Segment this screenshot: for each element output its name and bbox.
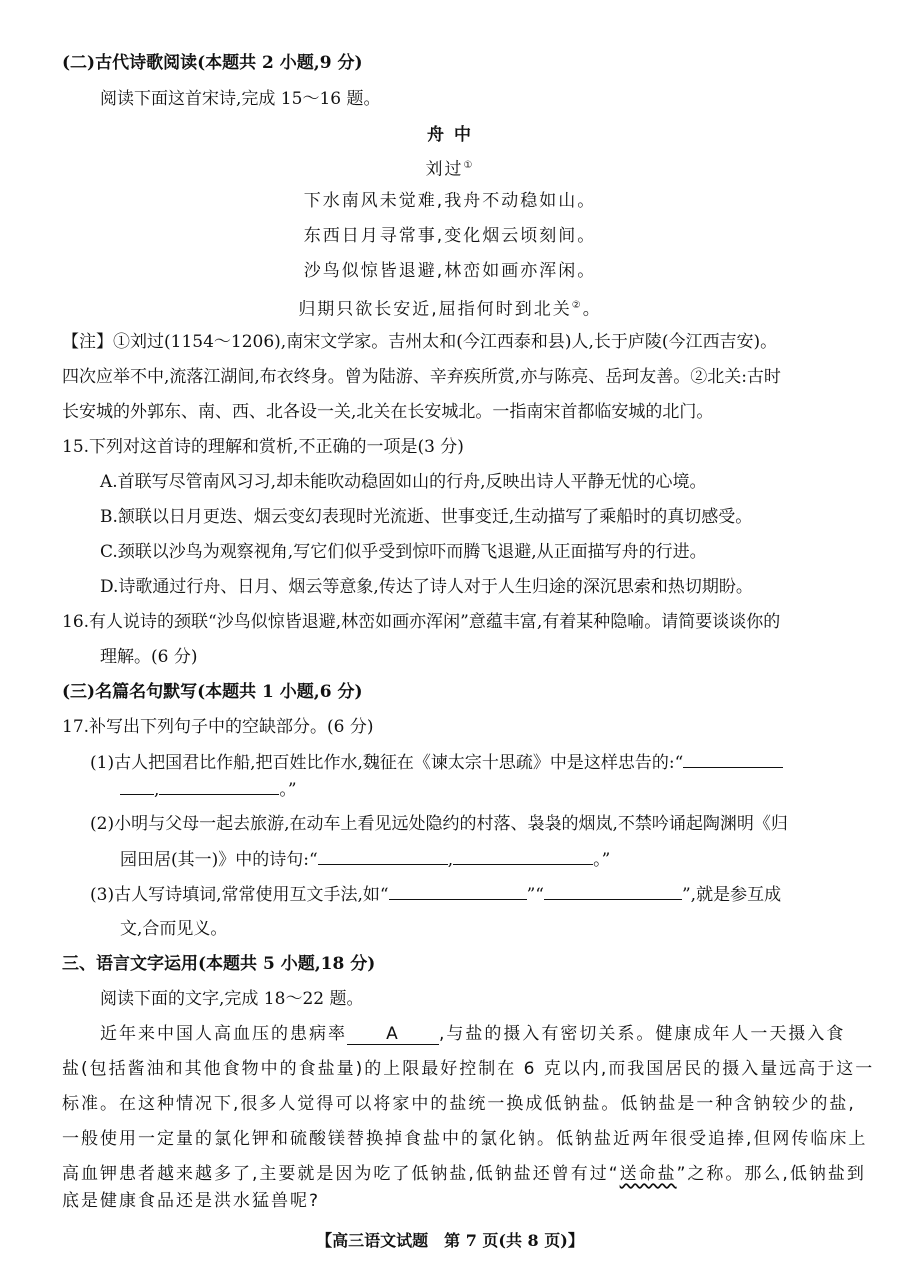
q15-option-b: B.颔联以日月更迭、烟云变幻表现时光流逝、世事变迁,生动描写了乘船时的真切感受。 [100,507,753,527]
part3-intro: 阅读下面的文字,完成 18～22 题。 [100,989,364,1009]
passage-line-4: 一般使用一定量的氯化钾和硫酸镁替换掉食盐中的氯化钠。低钠盐近两年很受追捧,但网传临床上 [62,1129,868,1149]
q17-item3-line1 [90,883,781,906]
part3-heading: 三、语言文字运用(本题共 5 小题,18 分) [62,954,376,974]
note-line-1: 【注】①刘过(1154～1206),南宋文学家。吉州太和(今江西泰和县)人,长于庐陵(今江西吉安)。 [62,332,778,352]
q16-line-2: 理解。(6 分) [100,647,198,667]
q17-item3-text: (3)古人写诗填词,常常使用互文手法,如“ [90,885,389,905]
section2-intro: 阅读下面这首宋诗,完成 15～16 题。 [100,89,381,109]
wavy-underlined-term: 送命盐 [619,1164,677,1184]
q17-item2-line2 [120,848,610,871]
section2-heading: (二)古代诗歌阅读(本题共 2 小题,9 分) [62,53,363,73]
q17-item1-blank-1a[interactable] [683,751,783,768]
q17-item1-line1 [90,751,783,774]
author-note-mark: ① [463,160,475,171]
q17-item2-end: 。” [593,850,611,870]
q17-item3-end: ”,就是参互成 [681,885,782,905]
last-line-note-mark: ② [571,300,583,311]
poem-line-2: 东西日月寻常事,变化烟云顷刻间。 [303,226,597,246]
passage-line-6: 底是健康食品还是洪水猛兽呢? [62,1191,321,1211]
note-line-3: 长安城的外郭东、南、西、北各设一关,北关在长安城北。一指南宋首都临安城的北门。 [62,402,714,422]
q17-item3-mid: ”“ [526,885,544,905]
q17-item3-line2: 文,合而见义。 [120,919,228,939]
passage-line-3: 标准。在这种情况下,很多人觉得可以将家中的盐统一换成低钠盐。低钠盐是一种含钠较少的盐, [62,1094,856,1114]
q17-stem: 17.补写出下列句子中的空缺部分。(6 分) [62,717,374,737]
passage-line-1-a: 近年来中国人高血压的患病率 [100,1024,347,1044]
passage-line-1 [100,1023,845,1045]
poem-line-3: 沙鸟似惊皆退避,林峦如画亦浑闲。 [303,261,597,281]
page-footer: 【高三语文试题 第 7 页(共 8 页)】 [316,1231,584,1250]
q17-item2-text: 园田居(其一)》中的诗句:“ [120,850,318,870]
q16-line-1: 16.有人说诗的颈联“沙鸟似惊皆退避,林峦如画亦浑闲”意蕴丰富,有着某种隐喻。请简要谈谈你的 [62,612,781,632]
poem-line-1: 下水南风未觉难,我舟不动稳如山。 [303,191,597,211]
q17-item2-blank-1[interactable] [318,848,448,865]
poem-line-4-end: 。 [582,299,602,320]
passage-line-2: 盐(包括酱油和其他食物中的食盐量)的上限最好控制在 6 克以内,而我国居民的摄入量远高于这一 [62,1059,875,1079]
q17-item1-end: 。” [279,780,297,800]
poem-author-name: 刘过 [425,159,464,180]
q17-item2-blank-2[interactable] [453,848,593,865]
q15-stem: 15.下列对这首诗的理解和赏析,不正确的一项是(3 分) [62,437,464,457]
passage-line-5 [62,1163,866,1185]
q17-item1-blank-2[interactable] [159,778,279,795]
q17-item3-blank-1[interactable] [389,883,527,900]
q17-item3-blank-2[interactable] [544,883,682,900]
q17-item1-text: (1)古人把国君比作船,把百姓比作水,魏征在《谏太宗十思疏》中是这样忠告的:“ [90,753,684,773]
poem-line-4-text: 归期只欲长安近,屈指何时到北关 [298,299,572,320]
passage-blank-a[interactable]: A [347,1024,439,1045]
passage-line-1-b: ,与盐的摄入有密切关系。健康成年人一天摄入食 [439,1024,846,1044]
q17-item1-sep: , [154,780,160,800]
note-line-2: 四次应举不中,流落江湖间,布衣终身。曾为陆游、辛弃疾所赏,亦与陈亮、岳珂友善。②北关:古时 [62,367,781,387]
poem-author [0,155,900,181]
passage-line-5-b: ”之称。那么,低钠盐到 [676,1164,866,1184]
q17-item1-line2 [120,778,297,801]
q15-option-c: C.颈联以沙鸟为观察视角,写它们似乎受到惊吓而腾飞退避,从正面描写舟的行进。 [100,542,707,562]
q15-option-a: A.首联写尽管南风习习,却未能吹动稳固如山的行舟,反映出诗人平静无忧的心境。 [100,472,707,492]
passage-line-5-a: 高血钾患者越来越多了,主要就是因为吃了低钠盐,低钠盐还曾有过“ [62,1164,620,1184]
q17-item2-line1: (2)小明与父母一起去旅游,在动车上看见远处隐约的村落、袅袅的烟岚,不禁吟诵起陶渊明《归 [90,814,788,834]
poem-title: 舟 中 [427,125,473,145]
q15-option-d: D.诗歌通过行舟、日月、烟云等意象,传达了诗人对于人生归途的深沉思索和热切期盼。 [100,577,753,597]
q17-item1-blank-1b[interactable] [120,778,154,795]
section3-heading: (三)名篇名句默写(本题共 1 小题,6 分) [62,682,363,702]
poem-line-4 [0,295,900,321]
q17-item2-sep: , [447,850,454,870]
